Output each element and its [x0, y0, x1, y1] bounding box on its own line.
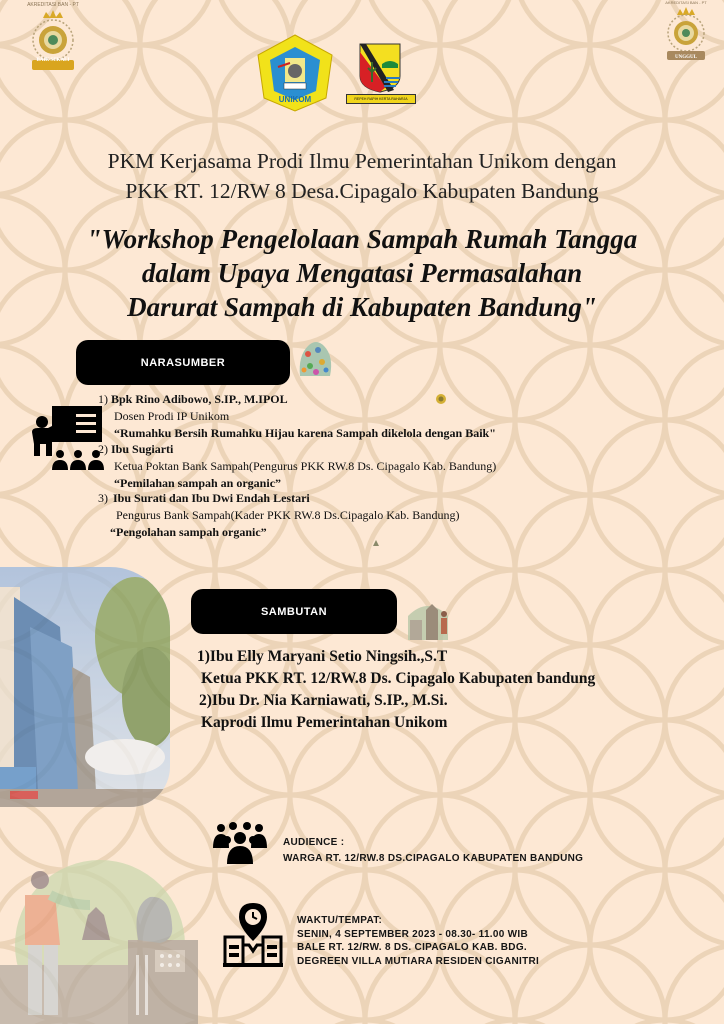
kabupaten-bandung-logo [346, 42, 414, 104]
subtitle-line-2: PKK RT. 12/RW 8 Desa.Cipagalo Kabupaten Bandung [125, 179, 599, 203]
badge-ribbon-text: UNGGUL [675, 55, 697, 60]
waktu-label: WAKTU/TEMPAT: [297, 915, 383, 926]
location-time-icon [223, 901, 283, 967]
sambutan-line-2: Ketua PKK RT. 12/RW.8 Ds. Cipagalo Kabupaten bandung [201, 670, 596, 687]
unikom-logo [254, 33, 336, 113]
speaker-2-topic: “Pemilahan sampah an organic” [114, 476, 282, 490]
presenter-teaching-icon [30, 404, 104, 472]
badge-caption: AKREDITASI BAN - PT [665, 0, 707, 5]
speaker-1-topic: “Rumahku Bersih Rumahku Hijau karena Sampah dikelola dengan Baik" [114, 426, 496, 440]
badge-crest-icon [18, 8, 88, 78]
sambutan-line-1: 1)Ibu Elly Maryani Setio Ningsih.,S.T [197, 648, 448, 665]
community-illustration-icon [402, 596, 454, 640]
unikom-label: UNIKOM [278, 95, 312, 104]
sambutan-label: SAMBUTAN [191, 589, 397, 634]
small-leaf-icon [371, 538, 381, 548]
speaker-2-role: Ketua Poktan Bank Sampah(Pengurus PKK RW.8 Ds. Cipagalo Kab. Bandung) [114, 459, 497, 473]
sambutan-line-4: Kaprodi Ilmu Pemerintahan Unikom [201, 714, 448, 731]
accreditation-badge-left [18, 2, 88, 80]
subtitle-line-1: PKM Kerjasama Prodi Ilmu Pemerintahan Unikom dengan [107, 149, 617, 173]
waste-pile-icon [294, 336, 336, 380]
narasumber-label: NARASUMBER [76, 340, 290, 385]
title-line-3: Darurat Sampah di Kabupaten Bandung" [127, 292, 597, 322]
waste-disposal-illustration [0, 835, 200, 1024]
speaker-1 [98, 391, 496, 441]
speaker-1-name: 1) Bpk Rino Adibowo, S.IP., M.IPOL [98, 392, 288, 406]
audience-info [283, 836, 583, 865]
speaker-3-role: Pengurus Bank Sampah(Kader PKK RW.8 Ds.Cipagalo Kab. Bandung) [116, 508, 460, 522]
sambutan-line-3: 2)Ibu Dr. Nia Karniawati, S.IP., M.Si. [199, 692, 448, 709]
title-line-1: "Workshop Pengelolaan Sampah Rumah Tangga [86, 224, 638, 254]
speaker-3-name: 3) Ibu Surati dan Ibu Dwi Endah Lestari [98, 491, 310, 505]
speaker-3 [98, 490, 460, 540]
title-line-2: dalam Upaya Mengatasi Permasalahan [141, 258, 583, 288]
badge-caption: AKREDITASI BAN - PT [27, 2, 79, 8]
waktu-tempat-info [297, 914, 539, 968]
waktu-date-time: SENIN, 4 SEPTEMBER 2023 - 08.30- 11.00 WIB [297, 928, 529, 940]
speaker-1-role: Dosen Prodi IP Unikom [114, 409, 230, 423]
audience-group-icon [213, 822, 267, 864]
bandung-shield-icon [346, 42, 414, 94]
event-title [0, 222, 724, 324]
event-subtitle [0, 146, 724, 206]
waktu-address: DEGREEN VILLA MUTIARA RESIDEN CIGANITRI [297, 955, 540, 967]
bandung-motto: REPEH RAPIH KERTA RAHARJA [346, 94, 416, 104]
speaker-2 [98, 441, 496, 491]
speaker-3-topic: “Pengolahan sampah organic” [110, 525, 267, 539]
campus-building-photo [0, 567, 170, 807]
waktu-venue: BALE RT. 12/RW. 8 DS. CIPAGALO KAB. BDG. [297, 942, 527, 953]
accreditation-badge-right [655, 0, 717, 70]
speaker-2-name: 2) Ibu Sugiarti [98, 442, 174, 456]
audience-label: AUDIENCE : [283, 837, 345, 848]
sambutan-list [197, 646, 595, 734]
badge-ribbon-text: BAIK SEKALI [36, 58, 70, 63]
audience-value: WARGA RT. 12/RW.8 DS.CIPAGALO KABUPATEN BANDUNG [283, 852, 584, 864]
